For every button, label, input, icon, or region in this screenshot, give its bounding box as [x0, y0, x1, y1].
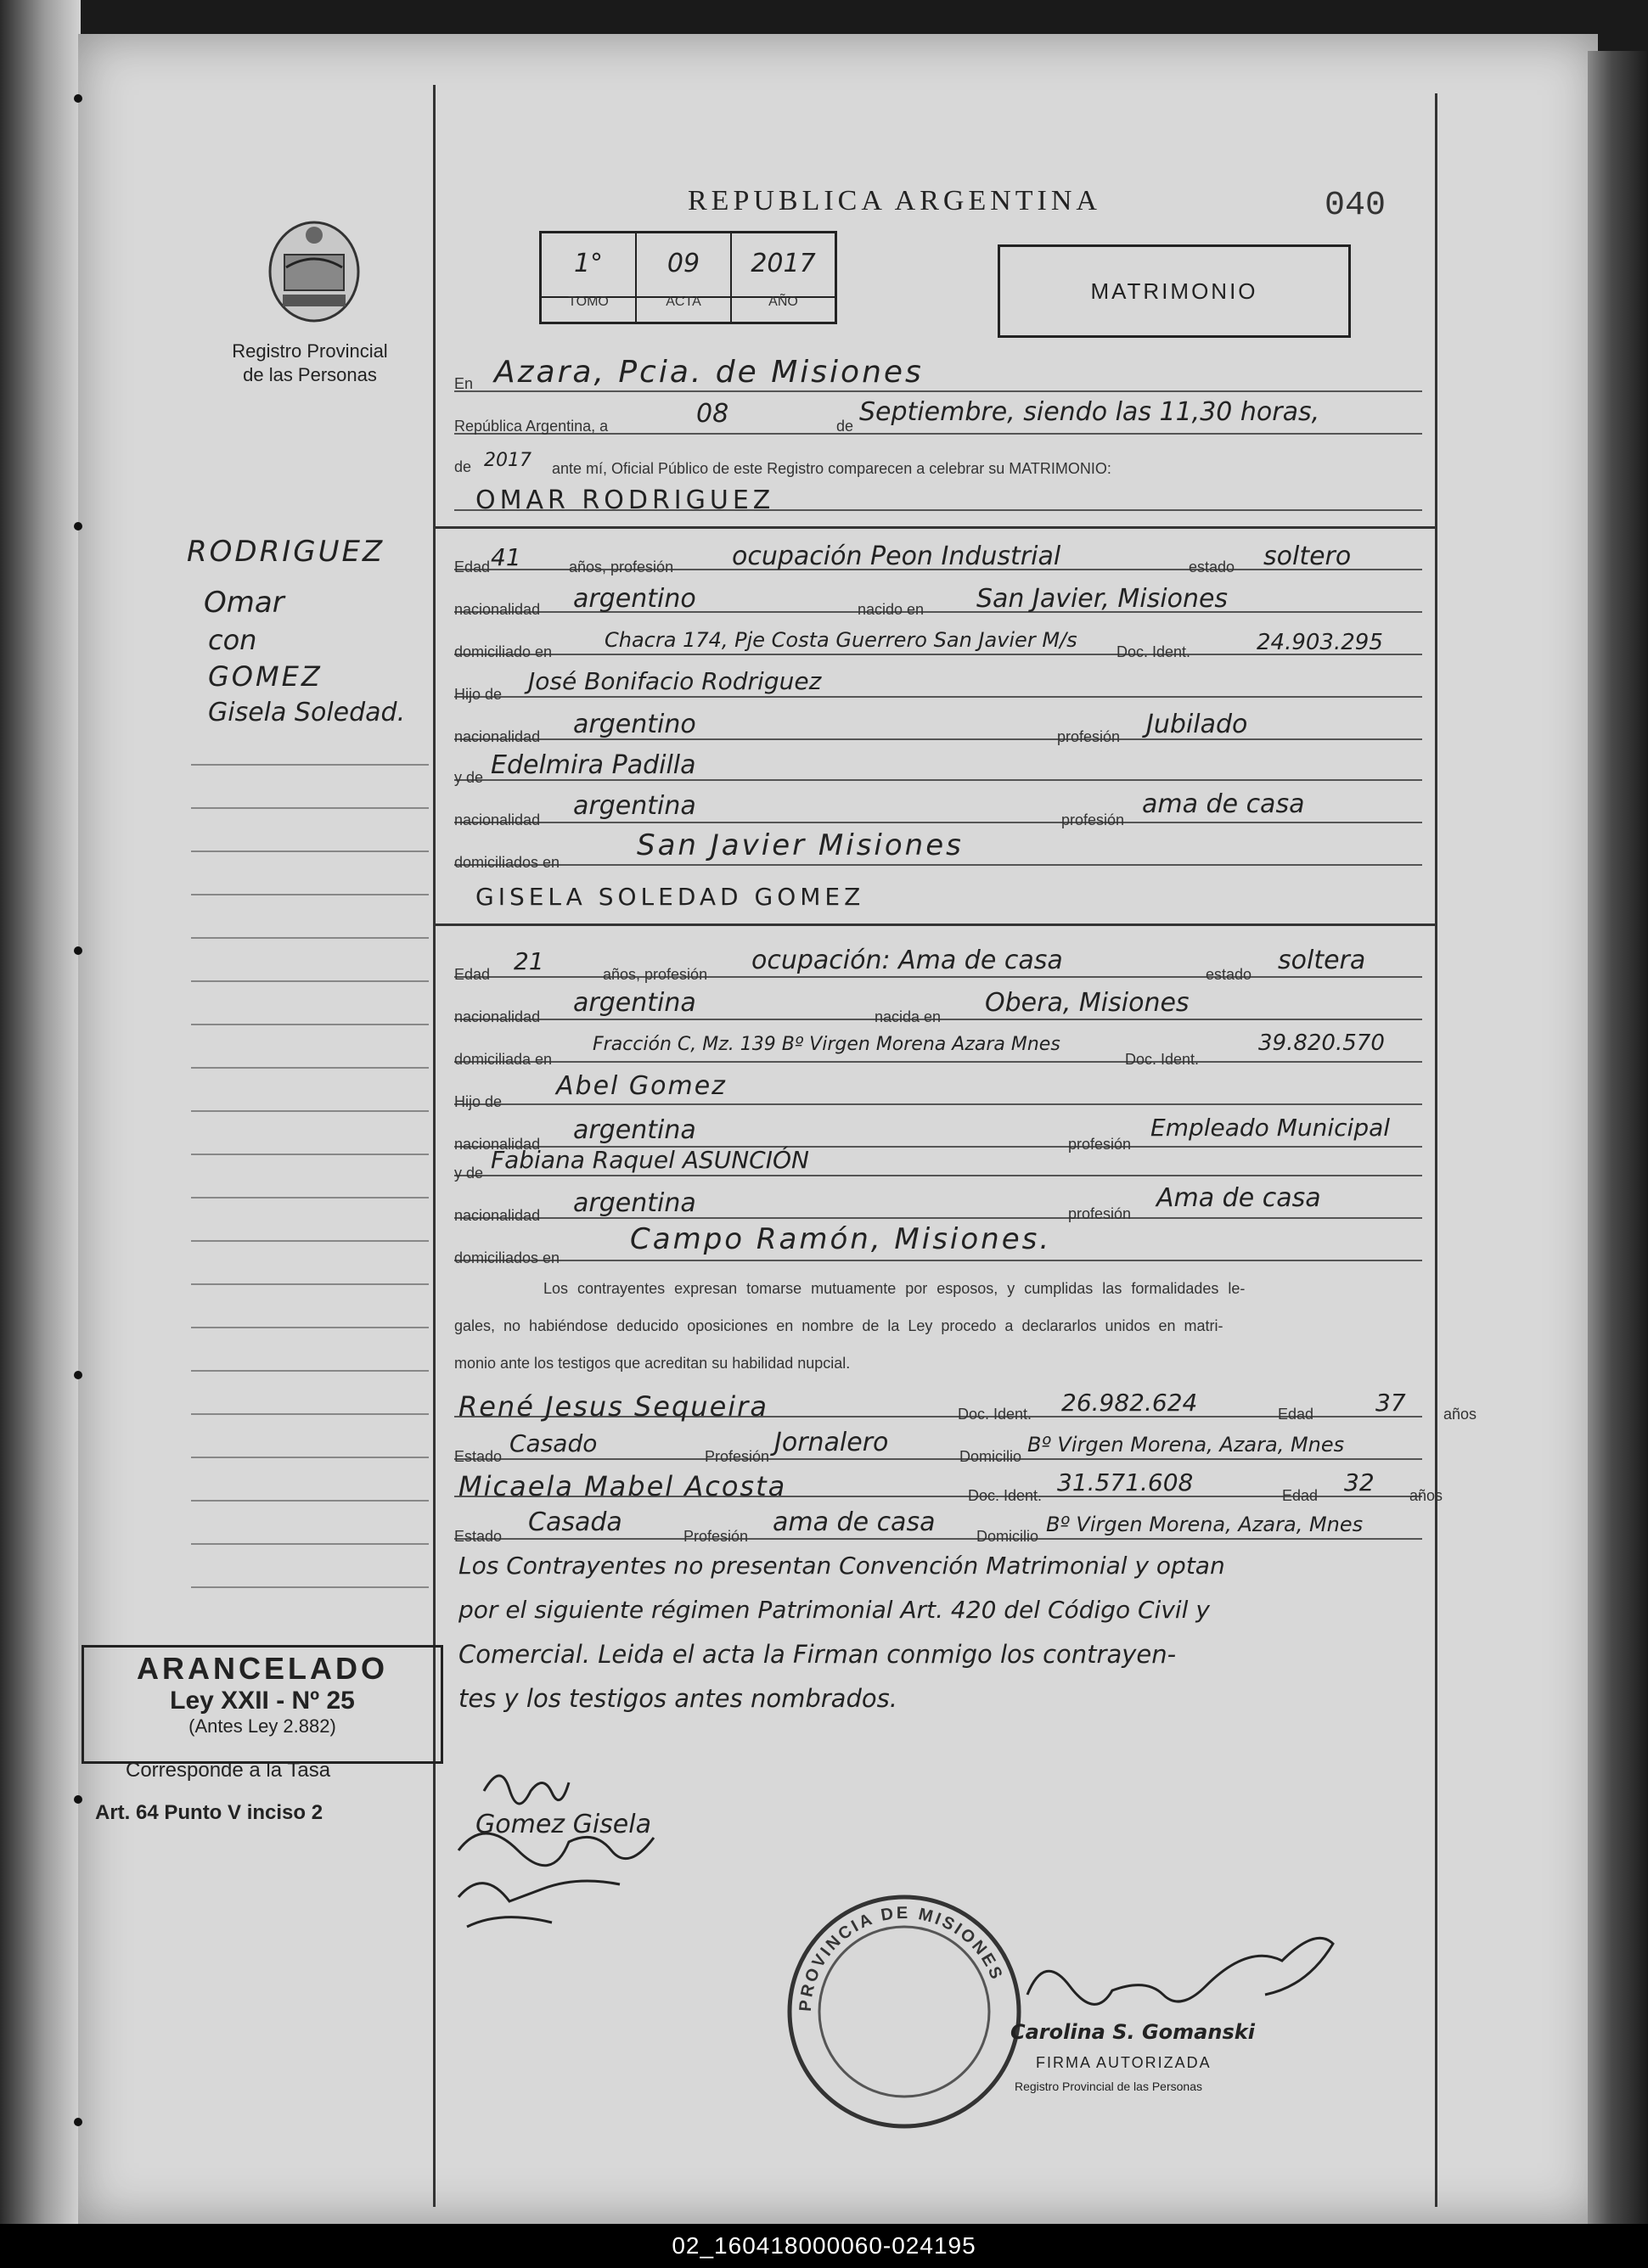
margin-rule	[191, 1457, 429, 1458]
republica-label: República Argentina, a	[454, 418, 609, 435]
margin-rule	[191, 937, 429, 939]
form-line	[454, 1061, 1422, 1063]
bride-domiciliada-label: domiciliada en	[454, 1051, 553, 1068]
margin-note-5: Gisela Soledad.	[208, 698, 406, 727]
witness-2-profesion-label: Profesión	[683, 1528, 749, 1545]
declaration-line-1: Los contrayentes expresan tomarse mutuamente por esposos, y cumplidas las formalidades le-	[543, 1280, 1246, 1297]
margin-rule	[191, 1197, 429, 1199]
groom-full-name: OMAR RODRIGUEZ	[475, 486, 775, 515]
witness-2-age: 32	[1344, 1468, 1375, 1496]
margin-note-2: Omar	[204, 586, 284, 620]
fee-stamp-former-law: (Antes Ley 2.882)	[188, 1715, 336, 1737]
day: 08	[696, 399, 729, 429]
bride-mother-prof-label: profesión	[1068, 1205, 1132, 1222]
declaration-line-2: gales, no habiéndose deducido oposiciones en nombre de la Ley procedo a declararlos unidos en matri-	[454, 1317, 1223, 1334]
groom-birthplace: San Javier, Misiones	[976, 584, 1229, 614]
groom-doc-number: 24.903.295	[1257, 630, 1383, 655]
notes-line-1: Los Contrayentes no presentan Convención Matrimonial y optan	[458, 1552, 1225, 1580]
margin-rule	[191, 980, 429, 982]
year: 2017	[484, 450, 532, 471]
witness-2-address: Bº Virgen Morena, Azara, Mnes	[1046, 1513, 1364, 1536]
witness-1-domicilio-label: Domicilio	[959, 1448, 1022, 1465]
de-year-label: de	[454, 458, 472, 475]
spouse-signatures	[450, 1757, 722, 1935]
bride-mother-nac-label: nacionalidad	[454, 1207, 541, 1224]
bride-domiciliados-label: domiciliados en	[454, 1249, 560, 1266]
groom-father-nac-label: nacionalidad	[454, 728, 541, 745]
margin-rule	[191, 1067, 429, 1069]
margin-rule	[191, 1154, 429, 1155]
official-name: Carolina S. Gomanski	[1010, 2020, 1255, 2044]
witness-2-domicilio-label: Domicilio	[976, 1528, 1039, 1545]
margin-rule	[191, 1500, 429, 1502]
groom-mother-nationality: argentina	[573, 791, 696, 821]
margin-rule	[191, 1413, 429, 1415]
bride-profession: ocupación: Ama de casa	[751, 946, 1063, 975]
margin-note-4: GOMEZ	[208, 660, 323, 693]
declaration-line-3: monio ante los testigos que acreditan su habilidad nupcial.	[454, 1355, 851, 1372]
groom-mother-profession: ama de casa	[1142, 789, 1305, 819]
bride-status: soltera	[1278, 946, 1366, 975]
act-type: MATRIMONIO	[998, 244, 1351, 338]
bride-father-prof-label: profesión	[1068, 1136, 1132, 1153]
margin-rule	[191, 1543, 429, 1545]
bride-mother: Fabiana Raquel ASUNCIÓN	[491, 1146, 809, 1174]
witness-1-edad-label: Edad	[1278, 1406, 1314, 1423]
bride-address: Fracción C, Mz. 139 Bº Virgen Morena Azara Mnes	[593, 1034, 1060, 1055]
groom-father-prof-label: profesión	[1057, 728, 1121, 745]
form-line	[454, 1175, 1422, 1176]
witness-1-status: Casado	[509, 1429, 598, 1457]
notes-line-3: Comercial. Leida el acta la Firman conmigo los contrayen-	[458, 1640, 1177, 1669]
form-line	[454, 1458, 1422, 1460]
margin-rule	[191, 1586, 429, 1588]
bride-parents-address: Campo Ramón, Misiones.	[630, 1222, 1052, 1256]
seal-text: PROVINCIA DE MISIONES	[796, 1903, 1007, 2013]
tomo-value: 1°	[573, 249, 604, 278]
left-column-rule	[433, 85, 436, 2207]
bride-father-profession: Empleado Municipal	[1150, 1114, 1391, 1142]
groom-age: 41	[491, 543, 521, 571]
groom-doc-label: Doc. Ident.	[1116, 643, 1191, 660]
witness-2-estado-label: Estado	[454, 1528, 503, 1545]
groom-domiciliado-label: domiciliado en	[454, 643, 553, 660]
form-line	[454, 696, 1422, 698]
groom-father: José Bonifacio Rodriguez	[528, 667, 822, 695]
groom-nacido-label: nacido en	[858, 601, 925, 618]
groom-nacionalidad-label: nacionalidad	[454, 601, 541, 618]
provincial-emblem-icon	[259, 216, 369, 327]
witness-1-age: 37	[1375, 1389, 1406, 1417]
witness-1-doc-label: Doc. Ident.	[958, 1406, 1032, 1423]
witness-2-name: Micaela Mabel Acosta	[458, 1470, 787, 1502]
ano-label: AÑO	[768, 295, 798, 309]
groom-address: Chacra 174, Pje Costa Guerrero San Javier M/s	[605, 628, 1077, 652]
ano-value: 2017	[751, 249, 816, 278]
witness-1-name: René Jesus Sequeira	[458, 1390, 768, 1423]
bride-nacida-label: nacida en	[875, 1008, 942, 1025]
form-line	[454, 1538, 1422, 1540]
groom-mother: Edelmira Padilla	[491, 750, 696, 780]
witness-1-profesion-label: Profesión	[705, 1448, 770, 1465]
issuer-name: Registro Provincial de las Personas	[232, 340, 388, 385]
form-line	[454, 390, 1422, 392]
margin-rule	[191, 1327, 429, 1328]
section-divider	[435, 526, 1435, 529]
bride-hijo-label: Hijo de	[454, 1093, 503, 1110]
tomo-label: TOMO	[568, 295, 609, 309]
fee-stamp-law: Ley XXII - Nº 25	[170, 1687, 355, 1715]
acta-value: 09	[667, 249, 700, 278]
witness-2-edad-label: Edad	[1282, 1487, 1319, 1504]
groom-mother-nac-label: nacionalidad	[454, 811, 541, 828]
groom-y-de-label: y de	[454, 769, 484, 786]
bride-father-nationality: argentina	[573, 1115, 696, 1145]
groom-father-profession: Jubilado	[1146, 710, 1248, 739]
fee-stamp-article: Art. 64 Punto V inciso 2	[95, 1801, 323, 1824]
groom-profession: ocupación Peon Industrial	[732, 542, 1061, 571]
bride-father-nac-label: nacionalidad	[454, 1136, 541, 1153]
notes-line-4: tes y los testigos antes nombrados.	[458, 1684, 897, 1713]
margin-rule	[191, 764, 429, 766]
margin-rule	[191, 850, 429, 852]
notes-line-2: por el siguiente régimen Patrimonial Art. 420 del Código Civil y	[458, 1596, 1210, 1624]
acta-label: ACTA	[666, 295, 701, 309]
groom-mother-prof-label: profesión	[1061, 811, 1125, 828]
bride-doc-label: Doc. Ident.	[1125, 1051, 1200, 1068]
de-label: de	[836, 418, 854, 435]
witness-2-status: Casada	[528, 1507, 622, 1537]
groom-edad-label: Edad	[454, 559, 491, 575]
official-seal	[777, 1884, 1032, 2139]
groom-hijo-label: Hijo de	[454, 686, 503, 703]
margin-rule	[191, 894, 429, 895]
groom-father-nationality: argentino	[573, 710, 696, 739]
binding-rings	[59, 85, 93, 2139]
form-line	[454, 1103, 1422, 1105]
groom-parents-address: San Javier Misiones	[637, 828, 964, 862]
witness-1-profession: Jornalero	[774, 1428, 889, 1457]
section-divider	[435, 923, 1435, 926]
margin-note-1: RODRIGUEZ	[187, 535, 385, 569]
official-role: FIRMA AUTORIZADA	[1036, 2054, 1212, 2071]
margin-rule	[191, 1240, 429, 1242]
handwritten-signature: Gomez Gisela	[475, 1810, 651, 1839]
groom-anos-profesion-label: años, profesión	[569, 559, 674, 575]
bride-full-name: GISELA SOLEDAD GOMEZ	[475, 883, 865, 911]
month-time: Septiembre, siendo las 11,30 horas,	[859, 397, 1320, 427]
witness-2-doc: 31.571.608	[1057, 1468, 1194, 1496]
witness-1-anos-label: años	[1443, 1406, 1477, 1423]
witness-1-address: Bº Virgen Morena, Azara, Mnes	[1027, 1433, 1345, 1457]
place: Azara, Pcia. de Misiones	[494, 355, 924, 390]
groom-estado-label: estado	[1189, 559, 1235, 575]
witness-2-anos-label: años	[1409, 1487, 1443, 1504]
bride-mother-nationality: argentina	[573, 1188, 696, 1218]
margin-rule	[191, 1283, 429, 1285]
fee-stamp	[82, 1645, 443, 1764]
witness-2-profession: ama de casa	[773, 1507, 936, 1537]
bride-y-de-label: y de	[454, 1165, 484, 1182]
page-number: 040	[1325, 187, 1386, 225]
bride-age: 21	[514, 947, 544, 975]
fee-stamp-corresponds: Corresponde a la Tasa	[126, 1759, 331, 1782]
bride-birthplace: Obera, Misiones	[985, 988, 1190, 1018]
margin-rule	[191, 1110, 429, 1112]
groom-domiciliados-label: domiciliados en	[454, 854, 560, 871]
page-edge-shadow	[1588, 51, 1647, 2224]
fee-stamp-title: ARANCELADO	[137, 1651, 388, 1686]
bride-anos-profesion-label: años, profesión	[603, 966, 708, 983]
bride-estado-label: estado	[1206, 966, 1252, 983]
bride-nacionalidad-label: nacionalidad	[454, 1008, 541, 1025]
official-signature	[1010, 1910, 1350, 2037]
margin-note-3: con	[208, 624, 257, 656]
form-line	[454, 822, 1422, 823]
official-org: Registro Provincial de las Personas	[1015, 2080, 1202, 2093]
margin-rule	[191, 1024, 429, 1025]
margin-rule	[191, 1370, 429, 1372]
act-record-box	[539, 231, 837, 324]
bride-edad-label: Edad	[454, 966, 491, 983]
en-label: En	[454, 375, 474, 392]
right-column-rule	[1435, 93, 1437, 2207]
form-line	[454, 1260, 1422, 1261]
groom-nationality: argentino	[573, 584, 696, 614]
oficial-text: ante mí, Oficial Público de este Registro comparecen a celebrar su MATRIMONIO:	[552, 460, 1111, 477]
groom-status: soltero	[1263, 542, 1352, 571]
bride-doc-number: 39.820.570	[1258, 1030, 1385, 1056]
page-title: REPUBLICA ARGENTINA	[688, 185, 1101, 216]
form-line	[454, 864, 1422, 866]
form-line	[454, 976, 1422, 978]
bride-nationality: argentina	[573, 988, 696, 1018]
bride-mother-profession: Ama de casa	[1156, 1183, 1321, 1213]
bride-father: Abel Gomez	[556, 1071, 727, 1101]
witness-2-doc-label: Doc. Ident.	[968, 1487, 1043, 1504]
witness-1-doc: 26.982.624	[1061, 1389, 1198, 1417]
witness-1-estado-label: Estado	[454, 1448, 503, 1465]
footer-code: 02_160418000060-024195	[672, 2232, 976, 2259]
margin-rule	[191, 807, 429, 809]
